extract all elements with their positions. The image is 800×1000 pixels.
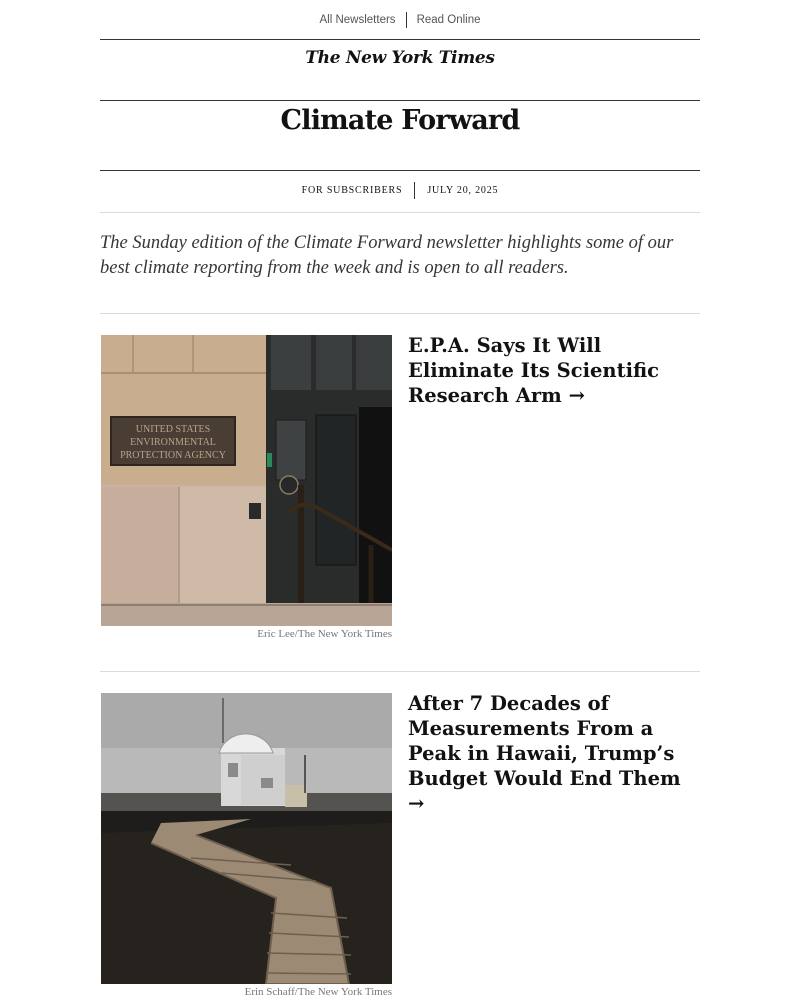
plaque-line-2: ENVIRONMENTAL [130, 437, 216, 448]
divider [100, 671, 700, 672]
divider [100, 39, 700, 40]
photo-credit: Erin Schaff/The New York Times [244, 986, 392, 998]
photo-credit: Eric Lee/The New York Times [257, 628, 392, 640]
read-online-link[interactable]: Read Online [416, 14, 481, 26]
story-image-hawaii-observatory[interactable] [101, 693, 392, 984]
issue-date: JULY 20, 2025 [427, 184, 499, 196]
divider [100, 100, 700, 101]
story-headline-link[interactable]: E.P.A. Says It Will Eliminate Its Scientific Research Arm → [408, 334, 660, 407]
newsletter-meta [100, 180, 700, 200]
intro-text: The Sunday edition of the Climate Forward newsletter highlights some of our best climate reporting from the week and is open to all readers. [100, 233, 674, 278]
top-links-bar [0, 10, 800, 30]
divider [100, 313, 700, 314]
plaque-line-3: PROTECTION AGENCY [120, 450, 226, 461]
observatory-illustration [101, 693, 392, 984]
audience-label: FOR SUBSCRIBERS [301, 184, 403, 196]
plaque-line-1: UNITED STATES [135, 424, 211, 435]
newsletter-title: Climate Forward [280, 105, 520, 136]
story-headline-link[interactable]: After 7 Decades of Measurements From a Peak in Hawaii, Trump’s Budget Would End Them → [408, 692, 681, 815]
nyt-logo[interactable]: The New York Times [305, 48, 495, 68]
all-newsletters-link[interactable]: All Newsletters [319, 14, 396, 26]
epa-building-illustration [101, 335, 392, 626]
story-image-epa-building[interactable] [101, 335, 392, 626]
divider [100, 212, 700, 213]
divider [100, 170, 700, 171]
